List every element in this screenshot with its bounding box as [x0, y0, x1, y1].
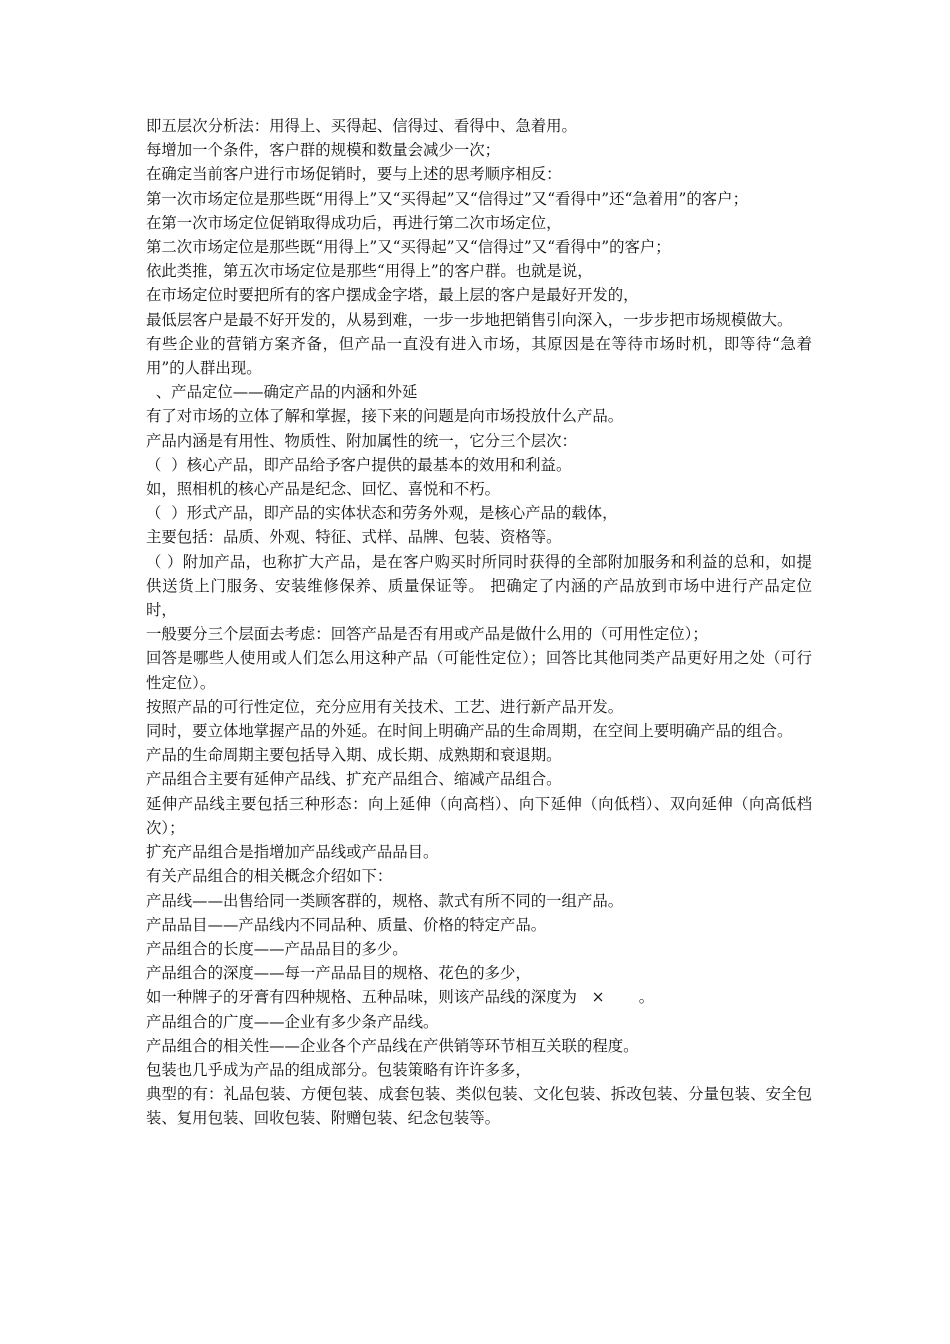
list-item: （ ）形式产品，即产品的实体状态和劳务外观，是核心产品的载体，: [146, 504, 618, 523]
paragraph: 在第一次市场定位促销取得成功后，再进行第二次市场定位，: [146, 213, 562, 232]
paragraph: 包装也几乎成为产品的组成部分。包装策略有许许多多，: [146, 1060, 531, 1079]
paragraph: 产品线——出售给同一类顾客群的，规格、款式有所不同的一组产品。: [146, 891, 624, 910]
paragraph: 最低层客户是最不好开发的，从易到难，一步一步地把销售引向深入，一步步把市场规模做大。: [146, 310, 793, 329]
paragraph: 典型的有：礼品包装、方便包装、成套包装、类似包装、文化包装、拆改包装、分量包装、安全包装、复用包装、回收包装、附赠包装、纪念包装等。: [146, 1085, 812, 1128]
paragraph: 按照产品的可行性定位，充分应用有关技术、工艺、进行新产品开发。: [146, 697, 624, 716]
paragraph: 在确定当前客户进行市场促销时，要与上述的思考顺序相反：: [146, 165, 562, 184]
paragraph: 主要包括：品质、外观、特征、式样、品牌、包装、资格等。: [146, 528, 562, 547]
list-item: （ ）核心产品，即产品给予客户提供的最基本的效用和利益。: [146, 455, 572, 474]
paragraph: 即五层次分析法：用得上、买得起、信得过、看得中、急着用。: [146, 117, 577, 135]
paragraph: 产品内涵是有用性、物质性、附加属性的统一，它分三个层次：: [146, 431, 577, 450]
paragraph: 每增加一个条件，客户群的规模和数量会减少一次；: [146, 141, 500, 160]
paragraph: 在市场定位时要把所有的客户摆成金字塔，最上层的客户是最好开发的，: [146, 286, 639, 305]
paragraph: 产品组合主要有延伸产品线、扩充产品组合、缩减产品组合。: [146, 770, 562, 789]
paragraph: 有些企业的营销方案齐备，但产品一直没有进入市场，其原因是在等待市场时机，即等待“急着用”的人群出现。: [146, 334, 812, 378]
document-body: [146, 114, 812, 1131]
paragraph: 有关产品组合的相关概念介绍如下：: [146, 867, 393, 886]
list-item: （ ）附加产品，也称扩大产品，是在客户购买时所同时获得的全部附加服务和利益的总和，如提供送货上门服务、安装维修保养、质量保证等。 把确定了内涵的产品放到市场中进行产品定位时，: [146, 552, 812, 620]
paragraph: 如一种牌子的牙膏有四种规格、五种品味，则该产品线的深度为 × 。: [146, 988, 655, 1007]
paragraph: 延伸产品线主要包括三种形态：向上延伸（向高档）、向下延伸（向低档）、双向延伸（向高低档次）；: [146, 794, 812, 837]
paragraph: 如，照相机的核心产品是纪念、回忆、喜悦和不朽。: [146, 480, 500, 499]
paragraph: 产品组合的深度——每一产品品目的规格、花色的多少，: [146, 964, 531, 983]
paragraph: 产品品目——产品线内不同品种、质量、价格的特定产品。: [146, 915, 547, 934]
section-heading: 、产品定位——确定产品的内涵和外延: [146, 383, 418, 402]
paragraph: 产品的生命周期主要包括导入期、成长期、成熟期和衰退期。: [146, 746, 562, 765]
paragraph: 第一次市场定位是那些既“用得上”又“买得起”又“信得过”又“看得中”还“急着用”的客户；: [146, 189, 748, 208]
paragraph: 产品组合的广度——企业有多少条产品线。: [146, 1012, 439, 1031]
paragraph: 一般要分三个层面去考虑：回答产品是否有用或产品是做什么用的（可用性定位）；: [146, 625, 708, 644]
paragraph: 依此类推，第五次市场定位是那些“用得上”的客户群。也就是说，: [146, 262, 593, 281]
paragraph: 第二次市场定位是那些既“用得上”又“买得起”又“信得过”又“看得中”的客户；: [146, 238, 671, 257]
paragraph: 回答是哪些人使用或人们怎么用这种产品（可能性定位）；回答比其他同类产品更好用之处（可行性定位）。: [146, 649, 812, 692]
paragraph: 产品组合的相关性——企业各个产品线在产供销等环节相互关联的程度。: [146, 1036, 639, 1055]
paragraph: 有了对市场的立体了解和掌握，接下来的问题是向市场投放什么产品。: [146, 407, 624, 426]
paragraph: 扩充产品组合是指增加产品线或产品品目。: [146, 843, 439, 862]
paragraph: 同时，要立体地掌握产品的外延。在时间上明确产品的生命周期，在空间上要明确产品的组合。: [146, 722, 793, 741]
paragraph: 产品组合的长度——产品品目的多少。: [146, 939, 408, 958]
